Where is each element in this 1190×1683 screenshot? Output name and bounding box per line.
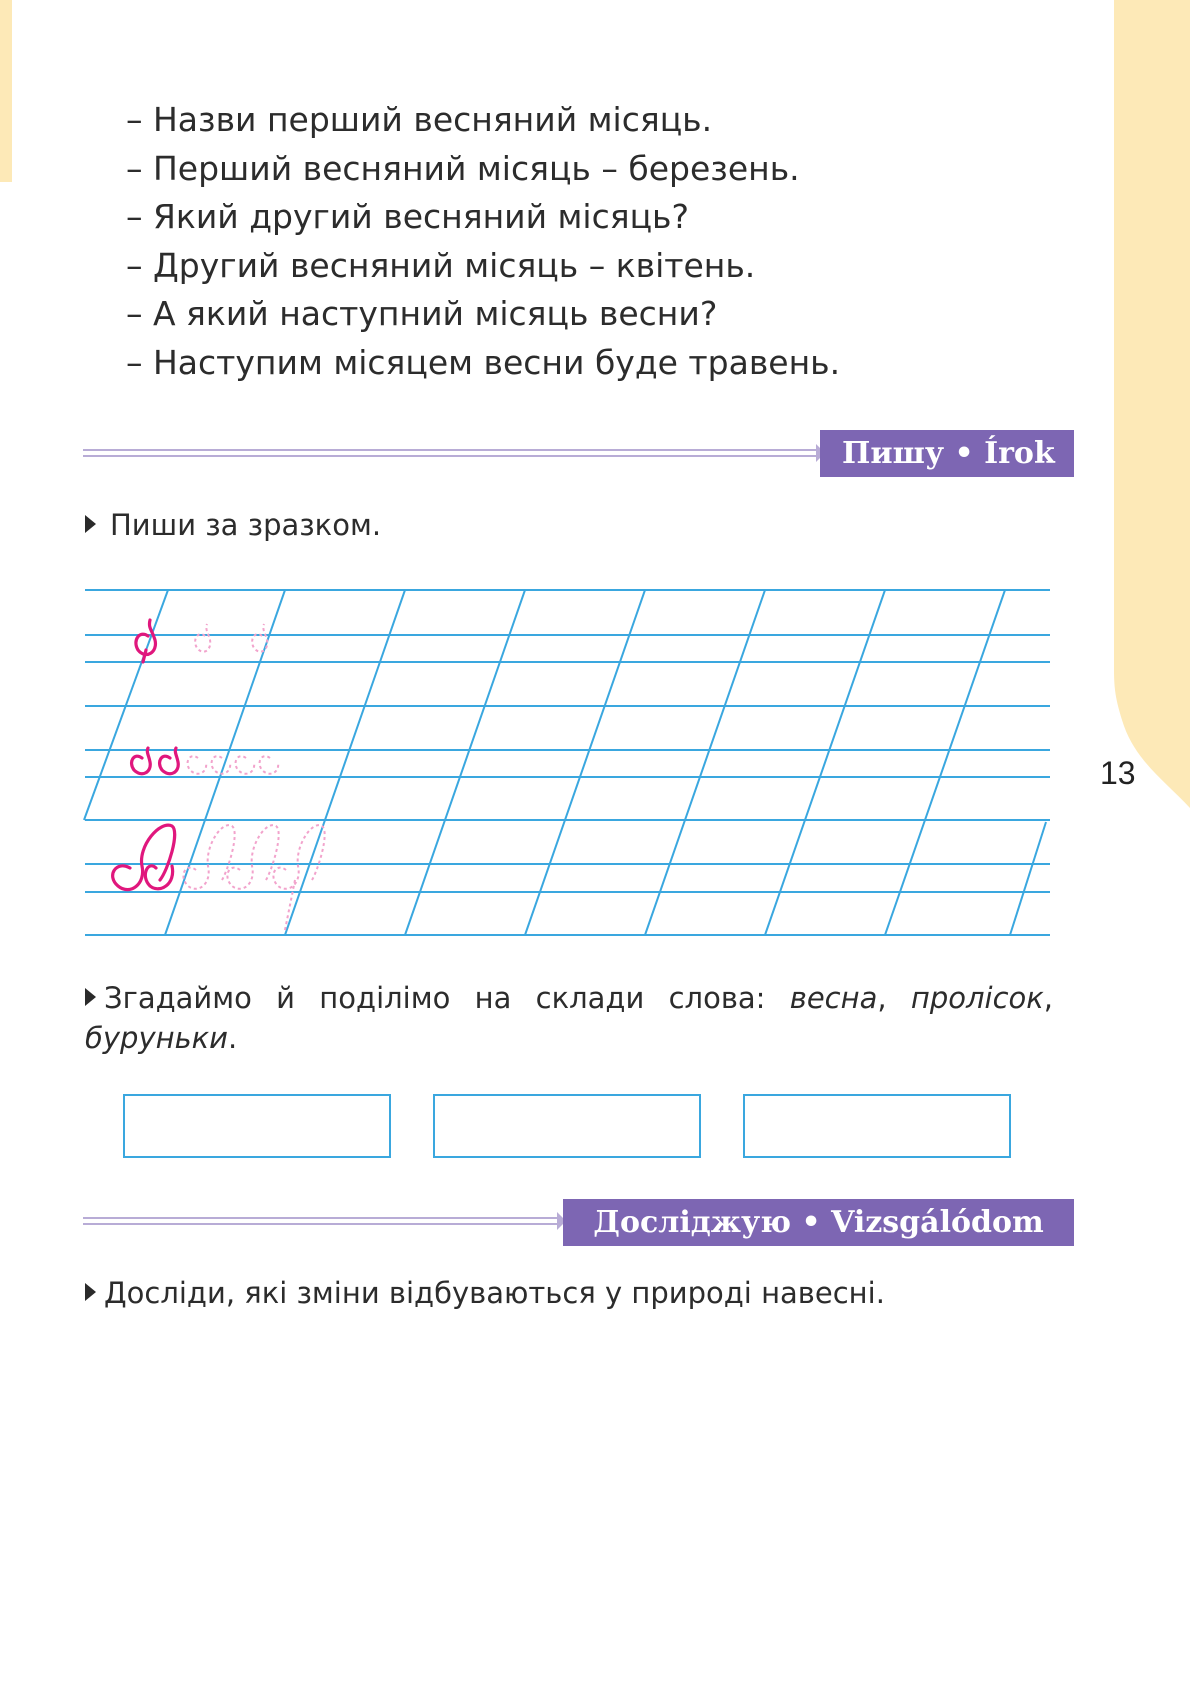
answer-box[interactable]: [433, 1094, 701, 1158]
dialogue-line: – Наступим місяцем весни буде травень.: [126, 342, 841, 382]
grid-lines: [84, 590, 1050, 935]
page-edge-tab-shape: [1114, 0, 1190, 810]
task-syllables-lead: Згадаймо й поділімо на склади слова:: [104, 981, 790, 1015]
dialogue-line: – Який другий весняний місяць?: [126, 197, 690, 236]
sample-letter-capital: [113, 825, 175, 890]
dialogue-line: – Перший весняний місяць – березень.: [126, 148, 800, 188]
task-syllables-end: .: [228, 1021, 238, 1055]
bullet-triangle-icon: [85, 515, 96, 533]
dialogue-line: – Другий весняний місяць – квітень.: [126, 245, 756, 285]
dialogue-line: – Назви перший весняний місяць.: [126, 100, 713, 139]
page-number: 13: [1100, 755, 1136, 791]
task-syllables-word: пролісок: [910, 981, 1044, 1015]
section-title-research: Досліджую • Vizsgálódom: [563, 1199, 1074, 1246]
task-syllables-word: весна: [789, 981, 878, 1015]
task-write-text: Пиши за зразком.: [110, 508, 382, 542]
task-write: [85, 508, 381, 542]
sample-letter-small-2: [132, 748, 151, 774]
task-research-text: Досліди, які зміни відбуваються у природі навесні.: [104, 1276, 885, 1310]
bullet-triangle-icon: [85, 1283, 96, 1301]
dialogue-block: [126, 96, 1026, 387]
dialogue-line: – А який наступний місяць весни?: [126, 294, 718, 333]
answer-box[interactable]: [123, 1094, 391, 1158]
trace-letters: [183, 624, 324, 930]
section-title-write: Пишу • Írok: [820, 430, 1074, 477]
answer-box[interactable]: [743, 1094, 1011, 1158]
sample-letters: [113, 620, 179, 890]
task-syllables-word: буруньки: [85, 1021, 229, 1055]
task-syllables-sep: ,: [1043, 981, 1054, 1015]
task-research: [85, 1276, 885, 1310]
section-rule-write: [83, 446, 818, 460]
page-edge-tab: [1114, 0, 1190, 810]
section-rule-research: [83, 1214, 559, 1228]
task-syllables-sep: ,: [877, 981, 911, 1015]
task-syllables: [85, 978, 1053, 1058]
sample-letter-small-1: [136, 620, 156, 655]
page-edge-tab-left: [0, 0, 12, 182]
bullet-triangle-icon: [85, 988, 96, 1006]
